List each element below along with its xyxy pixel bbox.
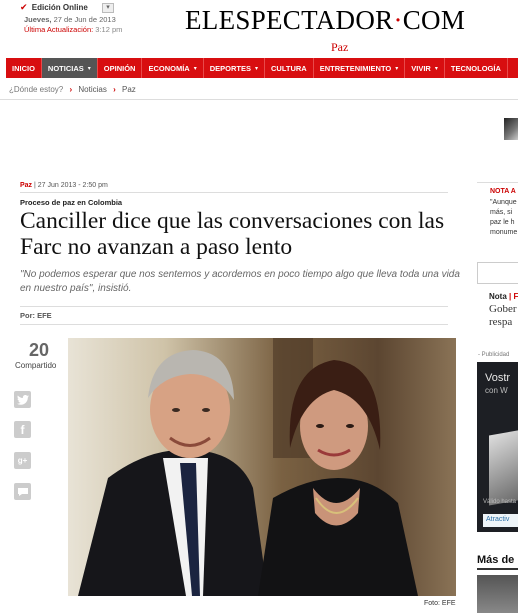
divider	[20, 324, 448, 325]
nav-item-economia[interactable]	[142, 58, 203, 78]
logo-dot: ·	[393, 5, 403, 35]
breadcrumb	[9, 85, 136, 94]
ad-cta-button[interactable]: Atractiv	[483, 514, 518, 527]
sidebar-note-line: más, si	[490, 209, 513, 216]
article-byline: Por: EFE	[20, 311, 52, 320]
ad-banner[interactable]	[6, 101, 518, 171]
ad-valid-text: Válido hasta	[483, 499, 517, 505]
nav-item-label: TECNOLOGÍA	[450, 63, 501, 73]
twitter-share-button[interactable]	[14, 391, 31, 408]
sidebar-note-text[interactable]	[490, 198, 518, 238]
publicidad-label: - Publicidad	[478, 352, 510, 358]
section-name: Paz	[331, 40, 349, 54]
article-section-link[interactable]: Paz	[20, 182, 33, 189]
ad-title: Vostr	[485, 372, 511, 384]
sidebar-more-heading: Más de	[477, 554, 515, 566]
breadcrumb-prompt: ¿Dónde estoy?	[9, 85, 64, 94]
nav-item-entretenimiento[interactable]	[314, 58, 406, 78]
facebook-share-button[interactable]	[14, 421, 31, 438]
check-icon: ✔	[20, 2, 28, 12]
photo-credit: Foto: EFE	[424, 600, 456, 607]
ad-device-image	[489, 428, 518, 505]
nav-item-label: ECONOMÍA	[148, 63, 190, 73]
ad-image-fragment[interactable]	[504, 118, 518, 140]
sidebar-note-line: "Aunque	[490, 199, 517, 206]
chevron-down-icon: ▾	[254, 65, 258, 72]
share-label: Compartido	[15, 361, 57, 370]
date-line	[24, 15, 116, 24]
sidebar-search-box[interactable]	[477, 262, 518, 284]
nav-item-label: VIVIR	[411, 63, 431, 73]
sidebar-nota-tabs[interactable]	[489, 292, 518, 301]
nav-item-label: DEPORTES	[209, 63, 251, 73]
update-label: Última Actualización:	[24, 25, 94, 34]
sidebar-more-thumbnail[interactable]	[477, 575, 518, 613]
chevron-right-icon: ›	[69, 85, 73, 94]
nav-item-tecnologia[interactable]	[445, 58, 508, 78]
sidebar-nota-label[interactable]: Nota	[489, 292, 507, 301]
chevron-down-icon[interactable]: ▾	[102, 3, 114, 13]
sidebar-nota-sep: |	[509, 292, 512, 301]
google-plus-share-button[interactable]	[14, 452, 31, 469]
nav-item-label: ENTRETENIMIENTO	[319, 63, 392, 73]
breadcrumb-paz[interactable]: Paz	[122, 85, 136, 94]
breadcrumb-noticias[interactable]: Noticias	[78, 85, 107, 94]
facebook-icon: f	[20, 422, 25, 437]
nav-item-cultura[interactable]	[265, 58, 314, 78]
nav-item-noticias[interactable]	[42, 58, 98, 78]
nav-item-vivir[interactable]	[405, 58, 445, 78]
date-value: 27 de Jun de 2013	[53, 15, 116, 24]
sidebar-nota-next[interactable]: F	[513, 292, 518, 301]
comment-button[interactable]	[14, 483, 31, 500]
logo-right: COM	[402, 5, 466, 35]
update-time: 3:12 pm	[95, 25, 123, 34]
main-nav	[6, 58, 518, 78]
nav-item-opinion[interactable]	[98, 58, 143, 78]
sidebar-headline-line: Gober	[489, 303, 517, 315]
nav-item-label: NOTICIAS	[47, 63, 84, 73]
divider	[477, 568, 518, 570]
sidebar-note-line: monume	[490, 229, 518, 236]
chevron-down-icon: ▾	[434, 65, 438, 72]
sidebar-headline-line: respa	[489, 316, 513, 328]
sidebar-note-title: NOTA A	[490, 188, 516, 195]
divider	[20, 306, 448, 307]
edition-selector[interactable]	[20, 2, 114, 13]
chevron-right-icon: ›	[113, 85, 116, 94]
divider	[0, 99, 518, 100]
chevron-down-icon: ▾	[395, 65, 399, 72]
article-headline: Canciller dice que las conversaciones con las Farc no avanzan a paso lento	[20, 208, 445, 260]
logo-left: ELESPECTADOR	[185, 5, 394, 35]
twitter-icon	[17, 395, 29, 405]
update-line	[24, 25, 122, 34]
chevron-down-icon: ▾	[87, 65, 91, 72]
article-photo	[68, 338, 456, 596]
nav-item-inicio[interactable]	[6, 58, 42, 78]
date-day: Jueves,	[24, 15, 52, 24]
article-lede: "No podemos esperar que nos sentemos y acordemos en poco tiempo algo que lleva toda una vida en nuestro país", insistió.	[20, 269, 460, 294]
nav-item-label: OPINIÓN	[103, 63, 136, 73]
google-plus-icon: g+	[17, 456, 28, 465]
edition-label: Edición Online	[31, 3, 88, 12]
article-date: | 27 Jun 2013 - 2:50 pm	[34, 182, 108, 189]
comment-icon	[17, 487, 29, 497]
sidebar-ad[interactable]	[477, 362, 518, 532]
photo-illustration	[68, 338, 456, 596]
article-meta	[20, 182, 108, 189]
share-count: 20	[28, 340, 50, 360]
sidebar-headline[interactable]	[489, 303, 517, 329]
nav-item-label: INICIO	[12, 63, 35, 73]
divider	[477, 182, 518, 183]
nav-item-label: CULTURA	[271, 63, 307, 73]
ad-subtitle: con W	[485, 386, 508, 395]
divider	[20, 192, 448, 193]
sidebar-note-line: paz le h	[490, 219, 515, 226]
article-topic[interactable]: Proceso de paz en Colombia	[20, 198, 123, 207]
nav-item-deportes[interactable]	[204, 58, 265, 78]
chevron-down-icon: ▾	[193, 65, 197, 72]
site-logo[interactable]	[185, 5, 465, 36]
